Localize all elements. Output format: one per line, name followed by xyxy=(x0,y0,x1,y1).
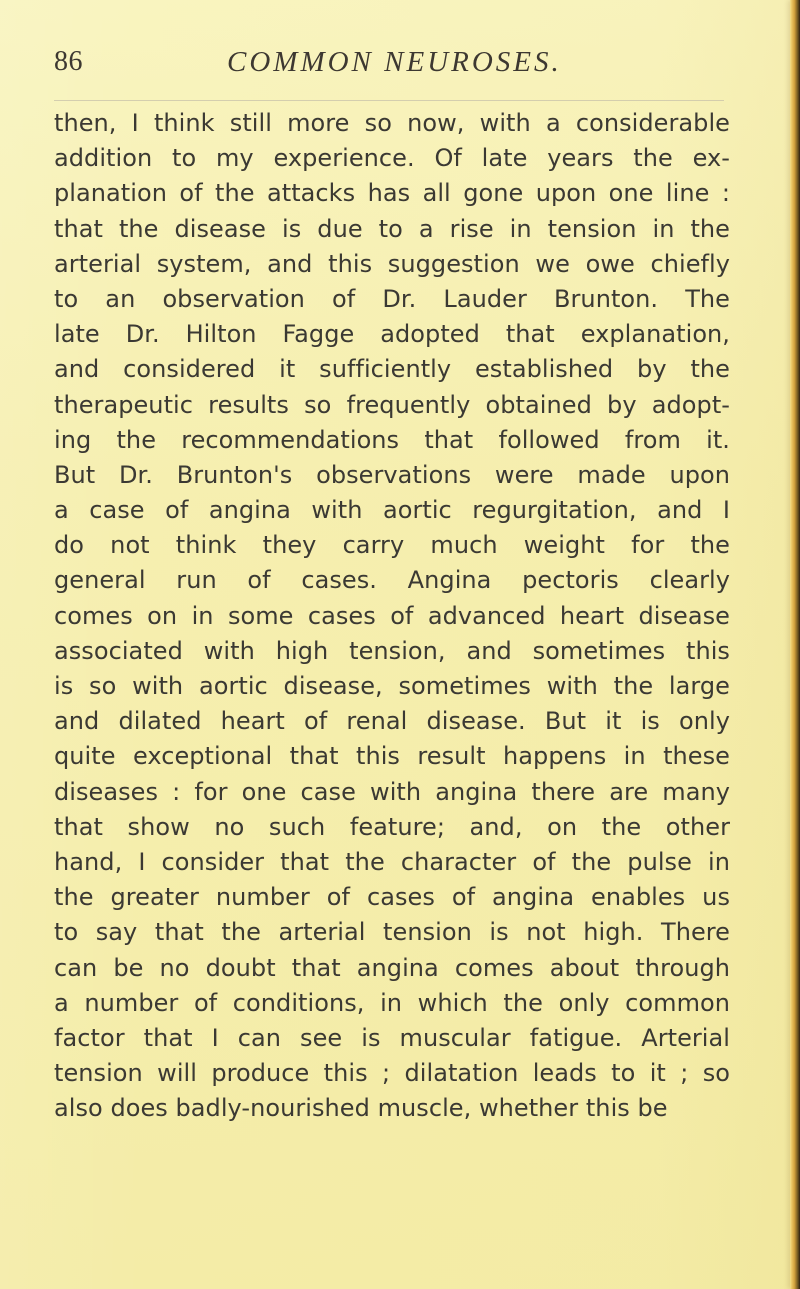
text-line-12: a case of angina with aortic regurgitation, and I xyxy=(54,496,730,525)
text-line-19: quite exceptional that this result happens in these xyxy=(54,742,730,771)
text-line-26: a number of conditions, in which the only common xyxy=(54,988,730,1017)
text-line-25: can be no doubt that angina comes about through xyxy=(54,953,730,982)
text-line-17: is so with aortic disease, sometimes with the large xyxy=(54,672,730,700)
text-line-1: then, I think still more so now, with a considerable xyxy=(54,109,730,137)
text-line-5: arterial system, and this suggestion we owe chiefly xyxy=(54,249,730,278)
page-header xyxy=(54,46,728,86)
text-line-2: addition to my experience. Of late years the ex- xyxy=(54,144,730,173)
body-text xyxy=(54,106,730,1126)
text-line-27: factor that I can see is muscular fatigue. Arterial xyxy=(54,1023,730,1052)
text-line-4: that the disease is due to a rise in tension in the xyxy=(54,214,730,243)
text-line-11: But Dr. Brunton's observations were made upon xyxy=(54,460,730,489)
text-line-9: therapeutic results so frequently obtained by adopt- xyxy=(54,390,730,419)
text-line-13: do not think they carry much weight for the xyxy=(54,531,730,560)
header-rule xyxy=(54,100,724,101)
page-number: 86 xyxy=(54,46,83,77)
text-line-3: planation of the attacks has all gone upon one line : xyxy=(54,179,730,208)
text-line-28: tension will produce this ; dilatation leads to it ; so xyxy=(54,1059,730,1088)
text-line-22: hand, I consider that the character of the pulse in xyxy=(54,847,730,876)
page-edge xyxy=(790,0,800,1289)
text-line-24: to say that the arterial tension is not high. There xyxy=(54,918,730,947)
text-line-14: general run of cases. Angina pectoris clearly xyxy=(54,566,730,595)
text-line-7: late Dr. Hilton Fagge adopted that explanation, xyxy=(54,320,730,349)
text-line-6: to an observation of Dr. Lauder Brunton. The xyxy=(54,284,730,313)
text-line-16: associated with high tension, and sometimes this xyxy=(54,636,730,665)
text-line-23: the greater number of cases of angina enables us xyxy=(54,883,730,912)
text-line-10: ing the recommendations that followed from it. xyxy=(54,425,730,454)
text-line-20: diseases : for one case with angina there are many xyxy=(54,777,730,806)
text-line-29: also does badly-nourished muscle, whether this be xyxy=(54,1094,668,1123)
text-line-21: that show no such feature; and, on the other xyxy=(54,812,730,841)
text-line-15: comes on in some cases of advanced heart disease xyxy=(54,601,730,630)
text-line-18: and dilated heart of renal disease. But it is only xyxy=(54,707,730,736)
running-title: COMMON NEUROSES. xyxy=(227,46,562,78)
text-line-8: and considered it sufficiently established by the xyxy=(54,355,730,384)
